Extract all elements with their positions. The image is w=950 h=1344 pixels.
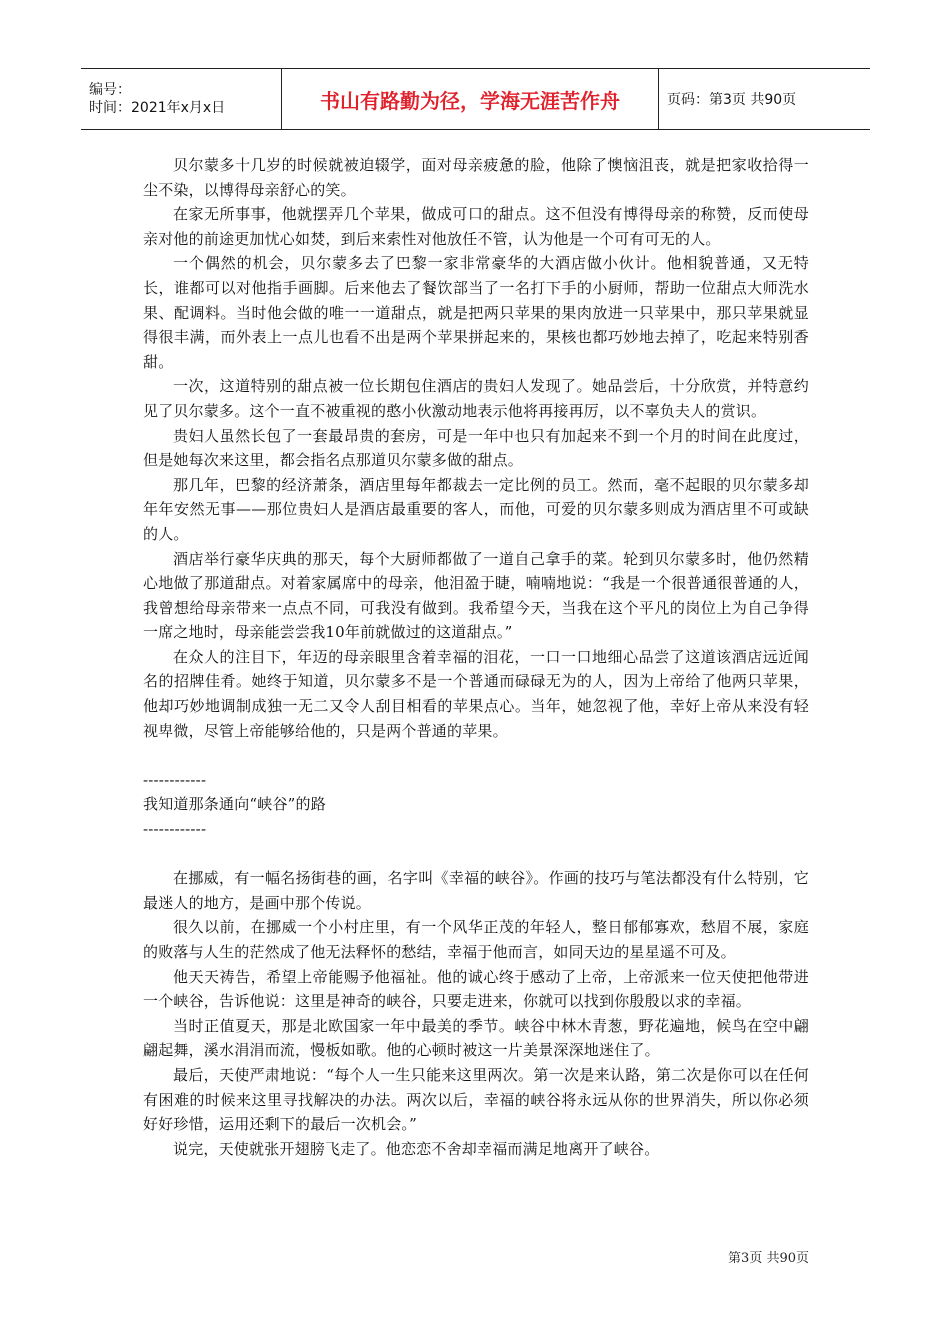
header-page-number: 页码：第3页 共90页 <box>667 92 797 108</box>
paragraph: 一次，这道特别的甜点被一位长期包住酒店的贵妇人发现了。她品尝后，十分欣赏，并特意约见了贝尔蒙多。这个一直不被重视的憨小伙激动地表示他将再接再厉，以不辜负夫人的赏识。 <box>143 377 809 420</box>
document-body <box>143 153 809 1161</box>
page-header <box>81 68 870 130</box>
paragraph: 酒店举行豪华庆典的那天，每个大厨师都做了一道自己拿手的菜。轮到贝尔蒙多时，他仍然精心地做了那道甜点。对着家属席中的母亲，他泪盈于睫，喃喃地说：“我是一个很普通很普通的人，我曾想给母亲带来一点点不同，可我没有做到。我希望今天，当我在这个平凡的岗位上为自己争得一席之地时，母亲能尝尝我10年前就做过的这道甜点。” <box>143 549 809 642</box>
paragraph: 在众人的注目下，年迈的母亲眼里含着幸福的泪花，一口一口地细心品尝了这道该酒店远近闻名的招牌佳肴。她终于知道，贝尔蒙多不是一个普通而碌碌无为的人，因为上帝给了他两只苹果，他却巧妙地调制成独一无二又令人刮目相看的苹果点心。当年，她忽视了他，幸好上帝从来没有轻视卑微，尽管上帝能够给他的，只是两个普通的苹果。 <box>143 647 809 740</box>
paragraph: 贝尔蒙多十几岁的时候就被迫辍学，面对母亲疲惫的脸，他除了懊恼沮丧，就是把家收拾得一尘不染，以博得母亲舒心的笑。 <box>143 156 809 199</box>
paragraph: 那几年，巴黎的经济萧条，酒店里每年都裁去一定比例的员工。然而，毫不起眼的贝尔蒙多却年年安然无事——那位贵妇人是酒店最重要的客人，而他，可爱的贝尔蒙多则成为酒店里不可或缺的人。 <box>143 475 809 543</box>
header-motto: 书山有路勤为径，学海无涯苦作舟 <box>282 69 659 129</box>
separator-top: ------------ <box>143 770 207 789</box>
paragraph: 最后，天使严肃地说：“每个人一生只能来这里两次。第一次是来认路，第二次是你可以在任何有困难的时候来这里寻找解决的办法。两次以后，幸福的峡谷将永远从你的世界消失，所以你必须好好珍惜，运用还剩下的最后一次机会。” <box>143 1065 809 1134</box>
paragraph: 很久以前，在挪威一个小村庄里，有一个风华正茂的年轻人，整日郁郁寡欢，愁眉不展，家庭的败落与人生的茫然成了他无法释怀的愁结，幸福于他而言，如同天边的星星遥不可及。 <box>143 918 809 961</box>
paragraph: 当时正值夏天，那是北欧国家一年中最美的季节。峡谷中林木青葱，野花遍地，候鸟在空中翩翩起舞，溪水涓涓而流，慢板如歌。他的心顿时被这一片美景深深地迷住了。 <box>143 1016 809 1060</box>
spacer <box>143 842 809 867</box>
document-number-label: 编号： <box>89 82 131 98</box>
document-date: 时间：2021年x月x日 <box>89 100 226 116</box>
paragraph: 在挪威，有一幅名扬街巷的画，名字叫《幸福的峡谷》。作画的技巧与笔法都没有什么特别，它最迷人的地方，是画中那个传说。 <box>143 869 809 912</box>
page-footer: 第3页 共90页 <box>728 1251 809 1266</box>
spacer <box>143 743 809 768</box>
paragraph: 一个偶然的机会，贝尔蒙多去了巴黎一家非常豪华的大酒店做小伙计。他相貌普通，又无特长，谁都可以对他指手画脚。后来他去了餐饮部当了一名打下手的小厨师，帮助一位甜点大师洗水果、配调料。当时他会做的唯一一道甜点，就是把两只苹果的果肉放进一只苹果中，那只苹果就显得很丰满，而外表上一点儿也看不出是两个苹果拼起来的，果核也都巧妙地去掉了，吃起来特别香甜。 <box>143 254 809 371</box>
header-info <box>81 69 282 129</box>
paragraph: 说完，天使就张开翅膀飞走了。他恋恋不舍却幸福而满足地离开了峡谷。 <box>173 1139 660 1158</box>
section-title: 我知道那条通向“峡谷”的路 <box>143 795 326 814</box>
separator-bottom: ------------ <box>143 820 207 839</box>
paragraph: 他天天祷告，希望上帝能赐予他福祉。他的诚心终于感动了上帝，上帝派来一位天使把他带进一个峡谷，告诉他说：这里是神奇的峡谷，只要走进来，你就可以找到你殷殷以求的幸福。 <box>143 967 809 1011</box>
paragraph: 贵妇人虽然长包了一套最昂贵的套房，可是一年中也只有加起来不到一个月的时间在此度过，但是她每次来这里，都会指名点那道贝尔蒙多做的甜点。 <box>143 426 809 470</box>
paragraph: 在家无所事事，他就摆弄几个苹果，做成可口的甜点。这不但没有博得母亲的称赞，反而使母亲对他的前途更加忧心如焚，到后来索性对他放任不管，认为他是一个可有可无的人。 <box>143 205 809 248</box>
